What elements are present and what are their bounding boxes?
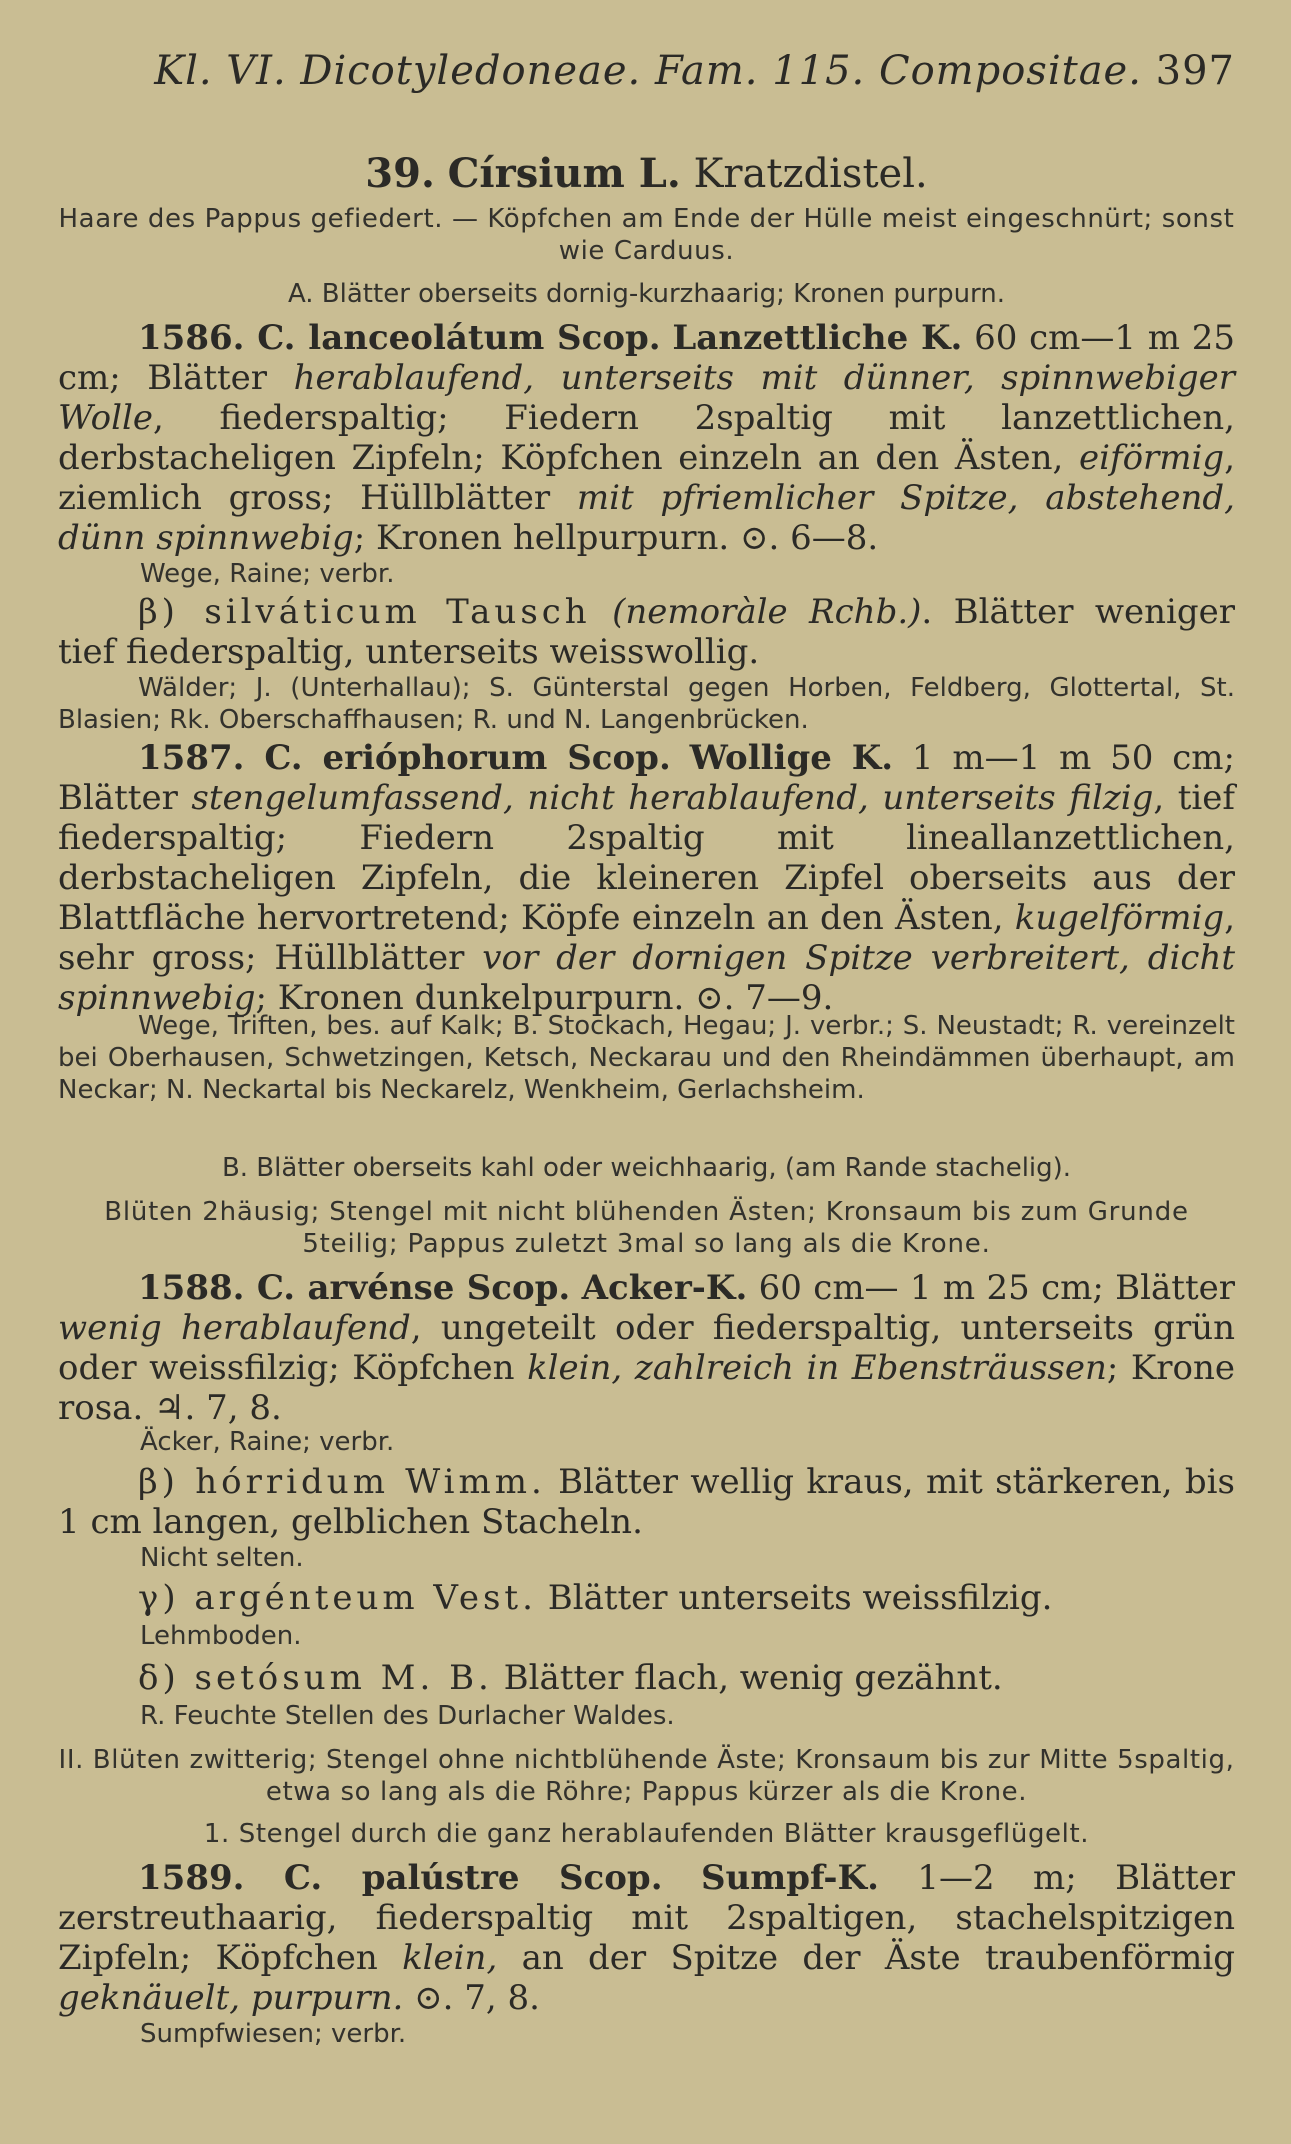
variety-1588-setosum-localities: R. Feuchte Stellen des Durlacher Waldes. — [140, 1701, 675, 1731]
variety-1588-horridum-localities: Nicht selten. — [140, 1543, 304, 1573]
species-1588: 1588. C. arvénse Scop. Acker-K. 60 cm— 1 m 25 cm; Blätter wenig herablaufend, ungeteilt oder fiederspaltig, unterseits grün oder weissfilzig; Köpfchen klein, zahlreich in Ebensträussen; Krone rosa. ♃. 7, 8. — [58, 1268, 1235, 1428]
genus-description: Haare des Pappus gefiedert. — Köpfchen am Ende der Hülle meist eingeschnürt; sonst wie Carduus. — [58, 204, 1235, 266]
variety-1586-localities: Wälder; J. (Unterhallau); S. Günterstal gegen Horben, Feldberg, Glottertal, St. Blasien; Rk. Oberschaffhausen; R. und N. Langenbrücken. — [58, 673, 1235, 735]
key-1: 1. Stengel durch die ganz herablaufenden Blätter krausgeflügelt. — [203, 1819, 1090, 1849]
running-title: Kl. VI. Dicotyledoneae. Fam. 115. Compositae. — [154, 48, 1142, 94]
species-1586: 1586. C. lanceolátum Scop. Lanzettliche K. 60 cm—1 m 25 cm; Blätter herablaufend, unterseits mit dünner, spinnwebiger Wolle, fiederspaltig; Fiedern 2spaltig mit lanzettlichen, derbstacheligen Zipfeln; Köpfchen einzeln an den Ästen, eiförmig, ziemlich gross; Hüllblätter mit pfriemlicher Spitze, abstehend, dünn spinnwebig; Kronen hellpurpurn. ⊙. 6—8. — [58, 318, 1235, 558]
species-1587: 1587. C. erióphorum Scop. Wollige K. 1 m—1 m 50 cm; Blätter stengelumfassend, nicht herablaufend, unterseits filzig, tief fiederspaltig; Fiedern 2spaltig mit lineallanzettlichen, derbstacheligen Zipfeln, die kleineren Zipfel oberseits aus der Blattfläche hervortretend; Köpfe einzeln an den Ästen, kugelförmig, sehr gross; Hüllblätter vor der dornigen Spitze verbreitert, dicht spinnwebig; Kronen dunkelpurpurn. ⊙. 7—9. — [58, 738, 1236, 1018]
key-i: Blüten 2häusig; Stengel mit nicht blühenden Ästen; Kronsaum bis zum Grunde 5teilig; Pappus zuletzt 3mal so lang als die Krone. — [104, 1197, 1189, 1259]
species-1588-common: Acker-K. — [581, 1268, 748, 1308]
page-number: 397 — [1155, 48, 1235, 94]
species-1589-localities: Sumpfwiesen; verbr. — [140, 2019, 407, 2049]
species-1586-localities: Wege, Raine; verbr. — [140, 559, 395, 589]
genus-number: 39. — [365, 150, 435, 197]
species-1589-name: 1589. C. palústre Scop. — [138, 1858, 663, 1898]
genus-name: Círsium L. — [447, 150, 681, 197]
species-1586-common: Lanzettliche K. — [672, 318, 963, 358]
species-1586-name: 1586. C. lanceolátum Scop. — [138, 318, 661, 358]
variety-1588-setosum: δ) setósum M. B. Blätter flach, wenig gezähnt. — [138, 1658, 1003, 1698]
running-header — [58, 48, 1235, 94]
key-a: A. Blätter oberseits dornig-kurzhaarig; Kronen purpurn. — [287, 279, 1006, 309]
genus-heading — [58, 150, 1235, 197]
species-1587-name: 1587. C. erióphorum Scop. — [138, 738, 671, 778]
genus-common-name: Kratzdistel. — [693, 151, 928, 197]
variety-1588-argenteum-localities: Lehmboden. — [140, 1621, 302, 1651]
key-b: B. Blätter oberseits kahl oder weichhaarig, (am Rande stachelig). — [221, 1153, 1072, 1183]
variety-name: δ) setósum M. B. — [138, 1658, 493, 1698]
variety-1588-horridum: β) hórridum Wimm. Blätter wellig kraus, mit stärkeren, bis 1 cm langen, gelblichen Stacheln. — [58, 1462, 1235, 1542]
species-1589: 1589. C. palústre Scop. Sumpf-K. 1—2 m; Blätter zerstreuthaarig, fiederspaltig mit 2spaltigen, stachelspitzigen Zipfeln; Köpfchen klein, an der Spitze der Äste traubenförmig geknäuelt, purpurn. ⊙. 7, 8. — [58, 1858, 1235, 2018]
key-ii: II. Blüten zwitterig; Stengel ohne nichtblühende Äste; Kronsaum bis zur Mitte 5spaltig, etwa so lang als die Röhre; Pappus kürzer als die Krone. — [58, 1745, 1235, 1807]
species-1588-name: 1588. C. arvénse Scop. — [138, 1268, 571, 1308]
variety-1586-silvaticum: β) silváticum Tausch (nemoràle Rchb.). Blätter weniger tief fiederspaltig, unterseits weisswollig. — [58, 592, 1235, 672]
variety-name: γ) argénteum Vest. — [138, 1578, 537, 1618]
species-1589-common: Sumpf-K. — [700, 1858, 879, 1898]
species-1587-common: Wollige K. — [689, 738, 894, 778]
variety-1588-argenteum: γ) argénteum Vest. Blätter unterseits weissfilzig. — [138, 1578, 1053, 1618]
variety-name: β) silváticum Tausch — [138, 592, 591, 632]
variety-name: β) hórridum Wimm. — [138, 1462, 546, 1502]
species-1588-localities: Äcker, Raine; verbr. — [140, 1427, 395, 1457]
species-1587-localities: Wege, Triften, bes. auf Kalk; B. Stockach, Hegau; J. verbr.; S. Neustadt; R. vereinzelt bei Oberhausen, Schwetzingen, Ketsch, Neckarau und den Rheindämmen überhaupt, am Neckar; N. Neckartal bis Neckarelz, Wenkheim, Gerlachsheim. — [58, 1011, 1235, 1105]
